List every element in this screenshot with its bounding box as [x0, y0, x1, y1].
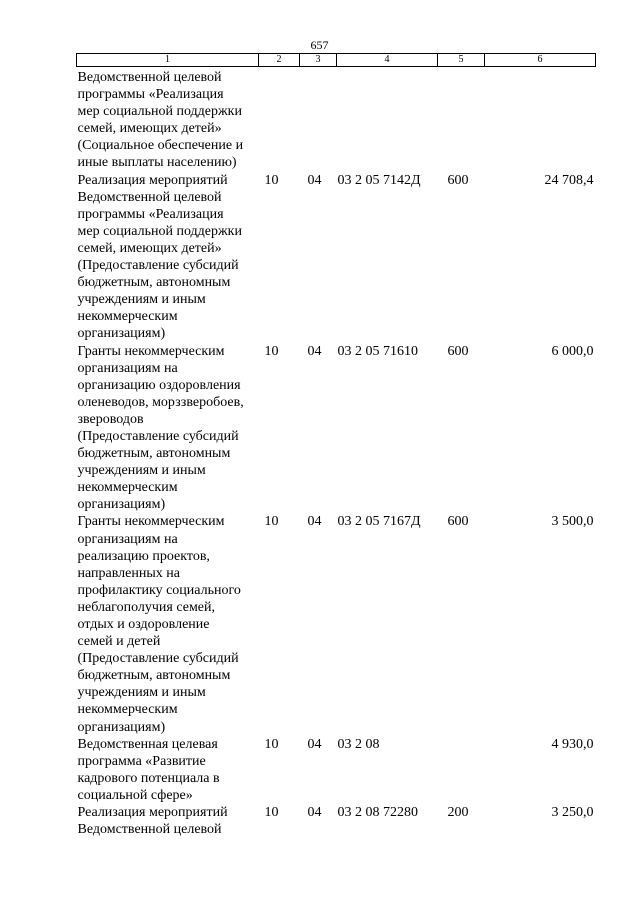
row-name-line: Реализация мероприятий: [77, 805, 228, 821]
row-name-line: профилактику социального: [77, 582, 241, 598]
row-subsection: [300, 67, 337, 172]
row-subsection: 04: [307, 805, 322, 821]
row-name-line: семей и детей: [77, 634, 161, 650]
row-expense-type: [438, 67, 485, 172]
row-name-line: бюджетным, автономным: [77, 668, 231, 684]
table-row: [77, 513, 596, 735]
row-target-code: 03 2 08: [337, 736, 380, 752]
row-name-line: программа «Развитие: [77, 753, 206, 769]
row-section: 10: [264, 736, 279, 752]
row-name-line: направленных на: [77, 565, 180, 581]
row-name-line: Ведомственной целевой: [77, 189, 222, 205]
row-name-line: некоммерческим: [77, 702, 178, 718]
row-subsection: 04: [307, 514, 322, 530]
row-subsection: 04: [307, 172, 322, 188]
row-name-line: мер социальной поддержки: [77, 104, 242, 120]
row-section: 10: [264, 172, 279, 188]
table-row: [77, 343, 596, 514]
row-name-line: организацию оздоровления: [77, 377, 241, 393]
row-target-code: 03 2 05 71610: [337, 343, 418, 359]
row-section: 10: [264, 343, 279, 359]
row-subsection: 04: [307, 736, 322, 752]
table-row: [77, 67, 596, 172]
row-name-line: бюджетным, автономным: [77, 446, 231, 462]
row-name-line: отдых и оздоровление: [77, 617, 210, 632]
page-number: 657: [310, 38, 329, 52]
row-name-line: бюджетным, автономным: [77, 275, 231, 291]
row-name: [77, 513, 259, 735]
row-name-line: (Предоставление субсидий: [77, 651, 239, 667]
row-name: [77, 736, 259, 804]
table-row: [77, 736, 596, 804]
row-expense-type: [438, 736, 485, 804]
header-col-6: 6: [485, 54, 596, 67]
row-name: [77, 67, 259, 172]
row-name-line: реализацию проектов,: [77, 548, 210, 564]
header-col-5: 5: [438, 54, 485, 67]
row-name-line: семей, имеющих детей»: [77, 121, 222, 137]
row-name-line: организациям на: [77, 360, 178, 376]
row-expense-type: 200: [447, 805, 469, 821]
row-name: [77, 343, 259, 514]
row-subsection: 04: [307, 343, 322, 359]
budget-table: [76, 53, 596, 838]
row-section: 10: [264, 805, 279, 821]
row-target-code: 03 2 05 7167Д: [337, 514, 421, 530]
row-name-line: Гранты некоммерческим: [77, 343, 225, 359]
row-name-line: неблагополучия семей,: [77, 599, 216, 615]
row-name-line: некоммерческим: [77, 309, 178, 325]
row-name-line: (Предоставление субсидий: [77, 258, 239, 274]
row-name-line: иные выплаты населению): [77, 155, 237, 171]
table-header-row: [77, 54, 596, 67]
row-name-line: мер социальной поддержки: [77, 223, 242, 239]
row-expense-type: 600: [447, 172, 469, 188]
row-name-line: учреждениям и иным: [77, 463, 206, 479]
row-name-line: (Предоставление субсидий: [77, 428, 239, 444]
header-col-3: 3: [300, 54, 337, 67]
row-name-line: Ведомственная целевая: [77, 736, 218, 752]
row-target-code: 03 2 05 7142Д: [337, 172, 421, 188]
row-name-line: социальной сфере»: [77, 787, 193, 803]
row-name-line: организациям на: [77, 531, 178, 547]
row-expense-type: 600: [447, 514, 469, 530]
row-sum: 3 500,0: [551, 514, 594, 530]
row-sum: 6 000,0: [551, 343, 594, 359]
row-name-line: звероводов: [77, 411, 144, 427]
row-name: [77, 804, 259, 838]
row-target-code: 03 2 08 72280: [337, 805, 418, 821]
row-name-line: оленеводов, морззверобоев,: [77, 394, 244, 410]
row-name-line: учреждениям и иным: [77, 685, 206, 701]
header-col-1: 1: [77, 54, 259, 67]
row-section: [259, 67, 300, 172]
row-target-code: [337, 67, 438, 172]
row-sum: [485, 67, 596, 172]
row-name-line: программы «Реализация: [77, 206, 224, 222]
row-expense-type: 600: [447, 343, 469, 359]
header-col-4: 4: [337, 54, 438, 67]
row-name-line: Ведомственной целевой: [77, 70, 222, 85]
header-col-2: 2: [259, 54, 300, 67]
row-name-line: кадрового потенциала в: [77, 770, 220, 786]
row-name-line: программы «Реализация: [77, 87, 224, 103]
row-name-line: семей, имеющих детей»: [77, 240, 222, 256]
table-row: [77, 804, 596, 838]
row-name-line: организациям): [77, 497, 166, 513]
row-name-line: учреждениям и иным: [77, 292, 206, 308]
table-row: [77, 172, 596, 343]
row-sum: 4 930,0: [551, 736, 594, 752]
row-name-line: организациям): [77, 719, 166, 735]
row-name-line: Реализация мероприятий: [77, 172, 228, 188]
row-section: 10: [264, 514, 279, 530]
row-name-line: организациям): [77, 326, 166, 342]
row-sum: 24 708,4: [544, 172, 594, 188]
row-name-line: (Социальное обеспечение и: [77, 138, 244, 154]
row-sum: 3 250,0: [551, 805, 594, 821]
row-name-line: Ведомственной целевой: [77, 822, 222, 838]
row-name-line: Гранты некоммерческим: [77, 514, 225, 530]
row-name-line: некоммерческим: [77, 480, 178, 496]
row-name: [77, 172, 259, 343]
